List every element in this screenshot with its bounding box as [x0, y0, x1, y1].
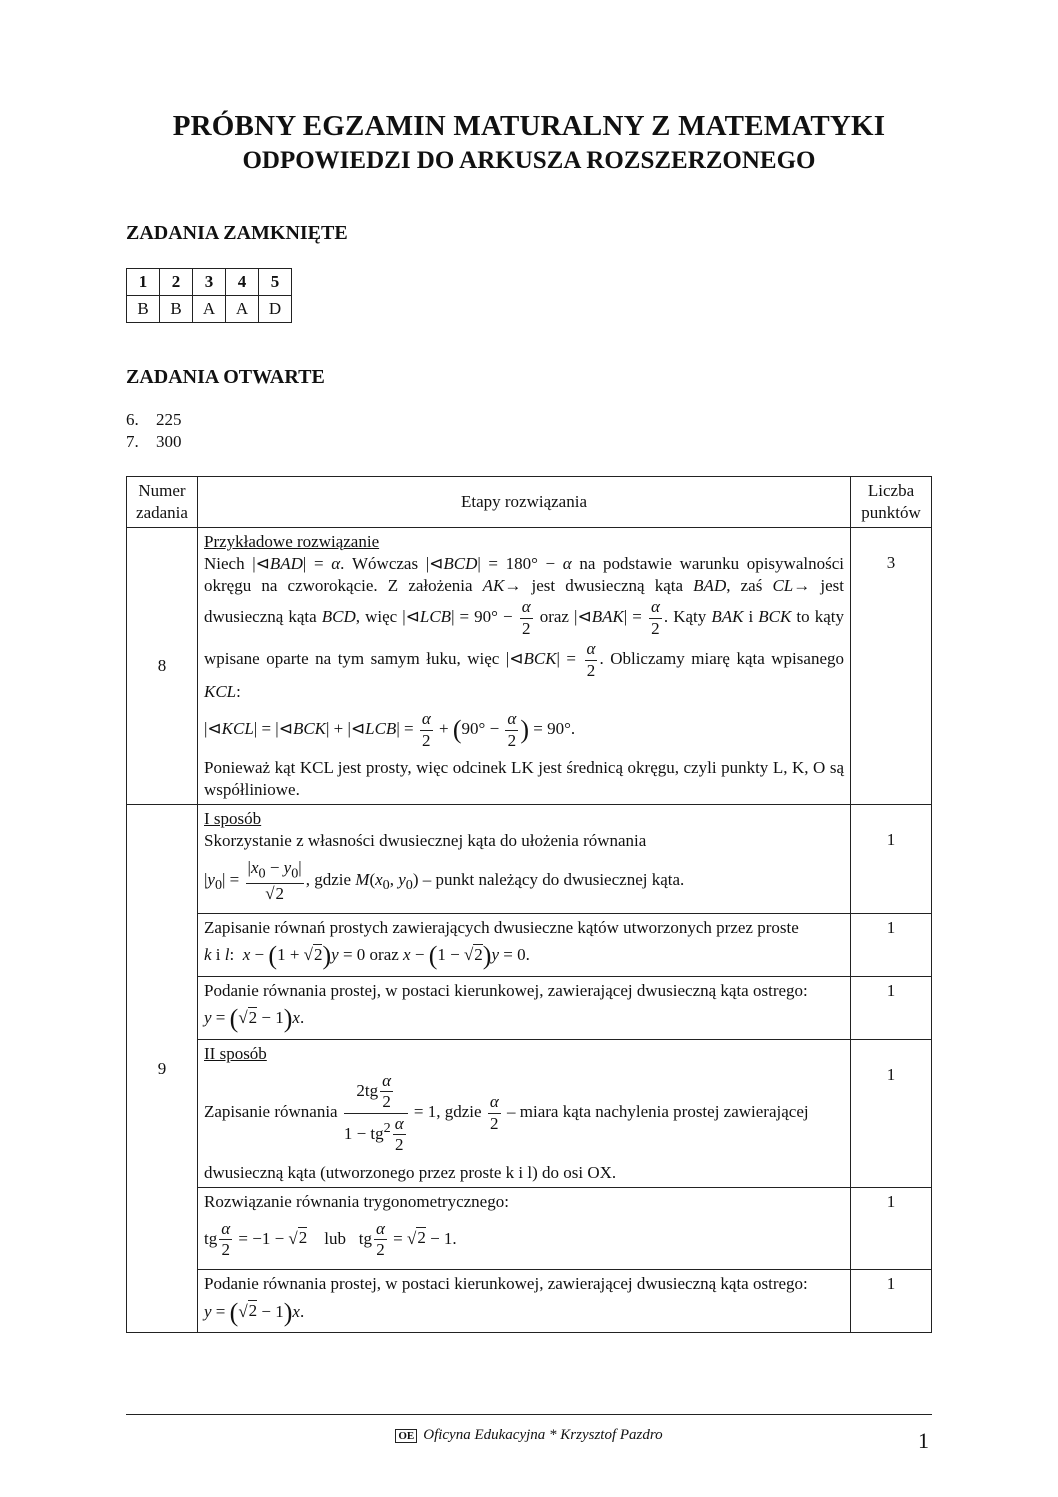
task-9-step-4: II sposób Zapisanie równania 2tg $\frac{\alpha}{2}$ $1 - tg^2$ $\frac{\alpha}{2}$ = 1, gdzie $\frac{\alpha}{2}$ – miara kąta nachylenia prostej zawierającej dwusieczną kąta (utworzonego przez proste k i l) do osi OX. [198, 1039, 851, 1187]
publisher-logo-icon: OE [395, 1429, 417, 1443]
task-answer: B [127, 296, 160, 323]
task-9-number: 9 [127, 805, 198, 1333]
task-answer: A [193, 296, 226, 323]
task-number: 5 [259, 269, 292, 296]
task-8-points: 3 [851, 528, 932, 805]
step-text: Zapisanie równań prostych zawierających dwusieczne kątów utworzonych przez proste [204, 918, 799, 938]
answer-number: 6. [126, 410, 139, 429]
header-task-number: Numer zadania [127, 477, 198, 528]
step-text: Skorzystanie z własności dwusiecznej kąta do ułożenia równania [204, 831, 647, 851]
footer-divider [126, 1414, 932, 1415]
task-number: 3 [193, 269, 226, 296]
task-9-step-3: Podanie równania prostej, w postaci kierunkowej, zawierającej dwusieczną kąta ostrego: y = (√2 − 1)x. [198, 976, 851, 1039]
task-9-step-4-points: 1 [851, 1039, 932, 1187]
task-9-step-5: Rozwiązanie równania trygonometrycznego: tg $\frac{\alpha}{2}$ = −1 − √2 lub tg $\frac{\alpha}{2}$ = √2 − 1. [198, 1187, 851, 1270]
footer [0, 1427, 1058, 1444]
task-8-conclusion: Ponieważ kąt KCL jest prosty, więc odcinek LK jest średnicą okręgu, czyli punkty L, K, O są współliniowe. [204, 757, 844, 799]
task-8-solution: Przykładowe rozwiązanie Niech |⊲BAD| = α. Wówczas |⊲BCD| = 180° − α na podstawie warunku opisywalności okręgu na czworokącie. Z założenia AK→ jest dwusieczną kąta BAD, zaś CL→ jest dwusieczną kąta BCD, więc |⊲LCB| = 90° − $\frac{\alpha}{2}$ oraz |⊲BAK| = $\frac{\alpha}{2}$ . Kąty BAK i BCK to kąty wpisane oparte na tym samym łuku, więc |⊲BCK| = $\frac{\alpha}{2}$ . Obliczamy miarę kąta wpisanego KCL: |⊲KCL| = |⊲BCK| + |⊲LCB| = $\frac{\alpha}{2}$ + (90° − $\frac{\alpha}{2}$ ) = 90°. Ponieważ kąt KCL jest prosty, więc odcinek LK jest średnicą okręgu, czyli punkty L, K, O są współliniowe. [198, 528, 851, 805]
task-9-step-3-points: 1 [851, 976, 932, 1039]
task-9-method-1: I sposób [204, 809, 262, 829]
task-9-step-2: Zapisanie równań prostych zawierających dwusieczne kątów utworzonych przez proste k i l: x − (1 + √2)y = 0 oraz x − (1 − √2)y = 0. [198, 914, 851, 977]
task-number: 2 [160, 269, 193, 296]
page-number: 1 [918, 1428, 929, 1453]
closed-tasks-heading: ZADANIA ZAMKNIĘTE [126, 222, 348, 244]
task-9-method-2: II sposób [204, 1043, 267, 1063]
header-points: Liczba punktów [851, 477, 932, 528]
open-answer-6 [126, 410, 182, 430]
grading-table [126, 476, 932, 1333]
task-9-step-1-points: 1 [851, 805, 932, 914]
task-number: 1 [127, 269, 160, 296]
task-8-number: 8 [127, 528, 198, 805]
open-answer-7 [126, 432, 182, 452]
step-text: dwusieczną kąta (utworzonego przez proste k i l) do osi OX. [204, 1162, 617, 1182]
task-9-step-6-points: 1 [851, 1270, 932, 1333]
publisher-name: Oficyna Edukacyjna * Krzysztof Pazdro [423, 1427, 663, 1443]
document-subtitle: ODPOWIEDZI DO ARKUSZA ROZSZERZONEGO [242, 147, 816, 174]
open-tasks-heading: ZADANIA OTWARTE [126, 366, 325, 388]
task-9-step-2-points: 1 [851, 914, 932, 977]
document-title: PRÓBNY EGZAMIN MATURALNY Z MATEMATYKI [172, 110, 886, 142]
task-answer: B [160, 296, 193, 323]
step-text: Podanie równania prostej, w postaci kierunkowej, zawierającej dwusieczną kąta ostrego: [204, 1274, 808, 1294]
closed-answers-table [126, 268, 292, 323]
task-9-step-6: Podanie równania prostej, w postaci kierunkowej, zawierającej dwusieczną kąta ostrego: y = (√2 − 1)x. [198, 1270, 851, 1333]
task-9-step-1: I sposób Skorzystanie z własności dwusiecznej kąta do ułożenia równania $|y_0|$ = $\frac{|x_0 - y_0|}{√2}$ , gdzie $M(x_0$, $y_0$) – punkt należący do dwusiecznej kąta. [198, 805, 851, 914]
answer-number: 7. [126, 432, 139, 451]
task-8-label: Przykładowe rozwiązanie [204, 532, 380, 552]
step-text: Rozwiązanie równania trygonometrycznego: [204, 1191, 509, 1211]
header-solution-steps: Etapy rozwiązania [198, 477, 851, 528]
task-9-step-5-points: 1 [851, 1187, 932, 1270]
task-answer: D [259, 296, 292, 323]
task-answer: A [226, 296, 259, 323]
answer-value: 300 [156, 432, 182, 451]
task-number: 4 [226, 269, 259, 296]
answer-value: 225 [156, 410, 182, 429]
step-text: Podanie równania prostej, w postaci kierunkowej, zawierającej dwusieczną kąta ostrego: [204, 980, 808, 1000]
